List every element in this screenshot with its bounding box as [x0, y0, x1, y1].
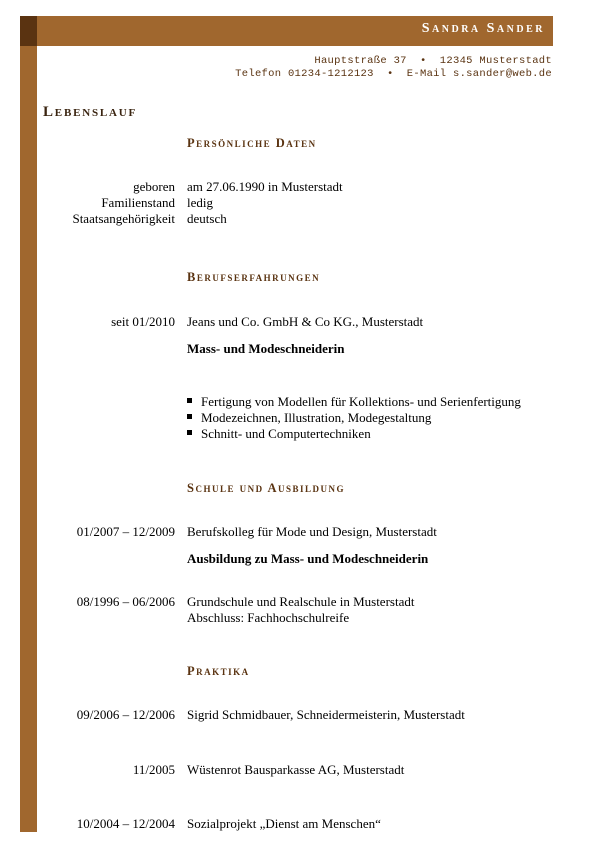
- personal-label: geboren: [133, 179, 175, 194]
- personal-label: Familienstand: [101, 195, 175, 210]
- bullet-text: Fertigung von Modellen für Kollektions- und Serienfertigung: [201, 394, 521, 409]
- education-degree: Abschluss: Fachhochschulreife: [187, 610, 350, 625]
- internship-date: 11/2005: [132, 762, 175, 777]
- bullet-text: Modezeichnen, Illustration, Modegestaltung: [201, 410, 432, 425]
- experience-company: Jeans und Co. GmbH & Co KG., Musterstadt: [187, 314, 424, 329]
- experience-bullet: [187, 394, 521, 410]
- internship-date: 09/2006 – 12/2006: [76, 707, 175, 722]
- bullet-square-icon: [187, 414, 192, 419]
- experience-bullet: [187, 426, 371, 442]
- personal-value: ledig: [187, 195, 213, 210]
- left-accent-bar-top: [20, 16, 37, 46]
- section-heading-internships: Praktika: [187, 664, 250, 678]
- internship-date: 10/2004 – 12/2004: [76, 816, 175, 831]
- personal-value: am 27.06.1990 in Musterstadt: [187, 179, 343, 194]
- name-header-bar: [37, 16, 553, 46]
- bullet-square-icon: [187, 398, 192, 403]
- education-date: 01/2007 – 12/2009: [76, 524, 175, 539]
- section-heading-personal: Persönliche Daten: [187, 136, 317, 150]
- section-heading-education: Schule und Ausbildung: [187, 481, 346, 495]
- education-date: 08/1996 – 06/2006: [76, 594, 175, 609]
- bullet-text: Schnitt- und Computertechniken: [201, 426, 371, 441]
- personal-label: Staatsangehörigkeit: [72, 211, 175, 226]
- address-line: Hauptstraße 37 • 12345 Musterstadt: [314, 55, 552, 67]
- contact-line: Telefon 01234-1212123 • E-Mail s.sander@web.de: [235, 68, 552, 80]
- document-title: Lebenslauf: [43, 104, 138, 120]
- experience-role: Mass- und Modeschneiderin: [187, 341, 345, 356]
- bullet-square-icon: [187, 430, 192, 435]
- experience-bullet: [187, 410, 431, 426]
- education-institution: Berufskolleg für Mode und Design, Musterstadt: [187, 524, 437, 539]
- candidate-name: Sandra Sander: [421, 21, 545, 36]
- internship-text: Wüstenrot Bausparkasse AG, Musterstadt: [187, 762, 405, 777]
- section-heading-experience: Berufserfahrungen: [187, 270, 321, 284]
- experience-date: seit 01/2010: [111, 314, 175, 329]
- education-institution: Grundschule und Realschule in Musterstadt: [187, 594, 415, 609]
- internship-text: Sigrid Schmidbauer, Schneidermeisterin, Musterstadt: [187, 707, 465, 722]
- education-degree: Ausbildung zu Mass- und Modeschneiderin: [187, 551, 429, 566]
- internship-text: Sozialprojekt „Dienst am Menschen“: [187, 816, 381, 831]
- personal-value: deutsch: [187, 211, 227, 226]
- left-accent-bar: [20, 16, 37, 832]
